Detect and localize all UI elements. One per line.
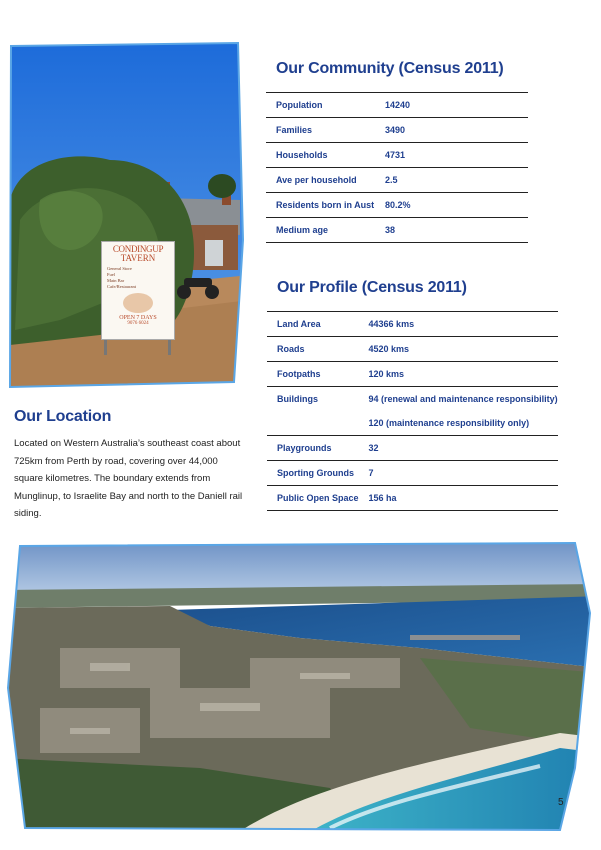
table-row <box>266 143 528 168</box>
row-value: 7 <box>359 461 558 486</box>
row-label: Medium age <box>266 218 375 243</box>
community-heading: Our Community (Census 2011) <box>276 60 504 77</box>
row-label: Ave per household <box>266 168 375 193</box>
tavern-sign-item: Cafe/Restaurant <box>107 284 136 289</box>
row-label: Buildings <box>277 394 318 404</box>
tavern-sign <box>101 241 175 340</box>
row-label: Footpaths <box>267 362 359 387</box>
table-row <box>267 312 558 337</box>
row-value: 120 (maintenance responsibility only) <box>359 411 558 436</box>
tavern-sign-subtitle: TAVERN <box>120 253 156 263</box>
row-label: Residents born in Aust <box>266 193 375 218</box>
table-row <box>267 436 558 461</box>
table-row <box>267 337 558 362</box>
table-row <box>266 118 528 143</box>
tavern-sign-item: General Store <box>107 266 132 271</box>
profile-heading: Our Profile (Census 2011) <box>277 279 467 296</box>
row-value: 38 <box>375 218 528 243</box>
row-value: 3490 <box>375 118 528 143</box>
row-value: 156 ha <box>359 486 558 511</box>
row-label: Households <box>266 143 375 168</box>
row-label: Public Open Space <box>267 486 359 511</box>
tavern-sign-item: Main Bar <box>107 278 125 283</box>
row-value: 32 <box>359 436 558 461</box>
row-label <box>267 411 359 436</box>
table-row <box>267 387 558 412</box>
profile-table <box>267 311 558 511</box>
page-number: 5 <box>558 797 564 808</box>
table-row <box>266 93 528 118</box>
table-row <box>266 218 528 243</box>
row-value: 120 kms <box>359 362 558 387</box>
tavern-sign-name: CONDINGUP <box>112 244 164 254</box>
table-row <box>266 193 528 218</box>
table-row <box>267 411 558 436</box>
location-heading: Our Location <box>14 408 112 425</box>
row-label: Roads <box>267 337 359 362</box>
table-row <box>266 168 528 193</box>
aerial-photo <box>0 538 601 838</box>
tavern-sign-item: Fuel <box>107 272 116 277</box>
tavern-sign-open: OPEN 7 DAYS <box>119 315 157 321</box>
row-value: 94 (renewal and maintenance responsibility) <box>368 394 558 404</box>
row-label: Playgrounds <box>267 436 359 461</box>
table-row <box>267 362 558 387</box>
community-table <box>266 92 528 243</box>
table-row <box>267 486 558 511</box>
row-value: 80.2% <box>375 193 528 218</box>
tavern-sign-logo <box>123 293 153 313</box>
tavern-sign-phone: 9076 6024 <box>127 321 149 326</box>
table-row <box>267 461 558 486</box>
row-value: 44366 kms <box>359 312 558 337</box>
row-label: Land Area <box>267 312 359 337</box>
row-value: 4520 kms <box>359 337 558 362</box>
row-label: Families <box>266 118 375 143</box>
row-label: Population <box>266 93 375 118</box>
location-text: Located on Western Australia’s southeast coast about 725km from Perth by road, covering over 44,000 square kilometres. The boundary extends from Munglinup, to Israelite Bay and north to the Daniell rail siding. <box>14 438 243 519</box>
row-value: 2.5 <box>375 168 528 193</box>
row-value: 4731 <box>375 143 528 168</box>
row-value: 14240 <box>375 93 528 118</box>
row-label: Sporting Grounds <box>267 461 359 486</box>
